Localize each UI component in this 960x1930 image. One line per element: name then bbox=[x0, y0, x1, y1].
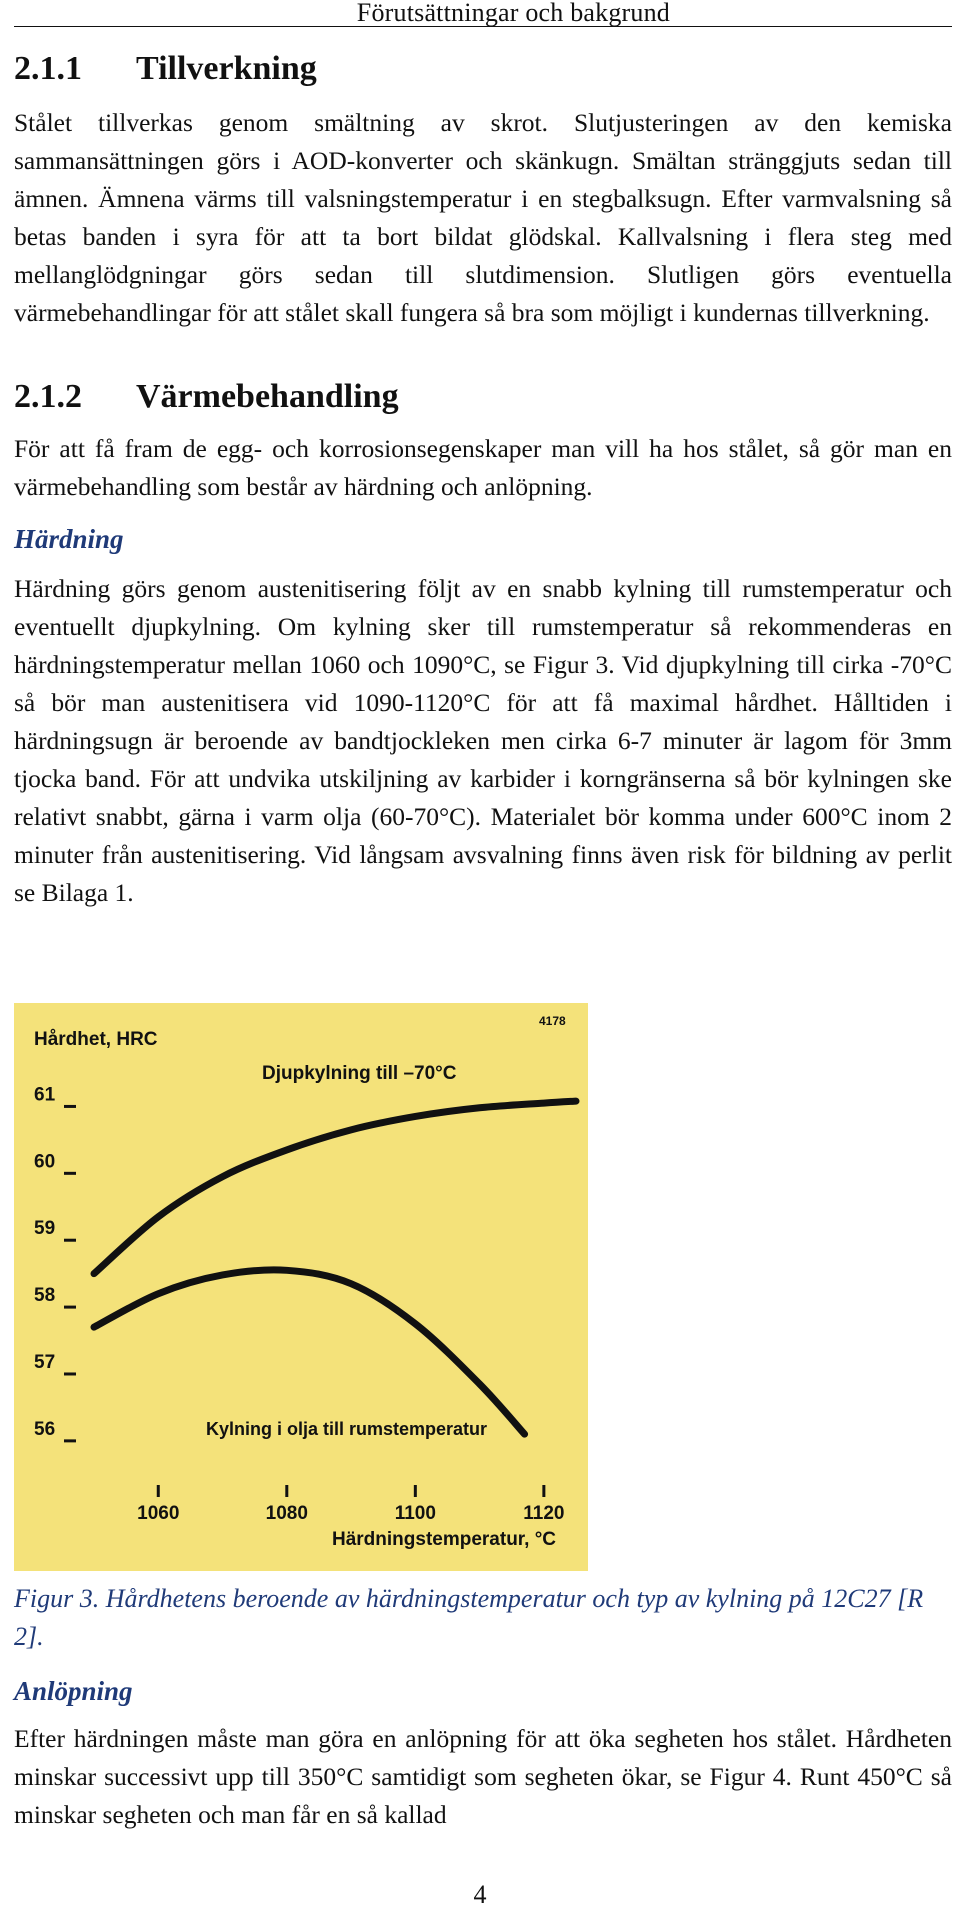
x-tick-label: 1080 bbox=[265, 1503, 308, 1524]
page-number: 4 bbox=[473, 1880, 487, 1909]
y-tick-label: 60 bbox=[34, 1151, 56, 1173]
series-label-olja: Kylning i olja till rumstemperatur bbox=[206, 1419, 488, 1439]
running-header bbox=[14, 0, 952, 27]
section-heading-varmebehandling bbox=[14, 378, 399, 416]
y-tick-label: 57 bbox=[34, 1351, 56, 1373]
paragraph-tillverkning: Stålet tillverkas genom smältning av skrot. Slutjusteringen av den kemiska sammansättningen görs i AOD-konverter och skänkugn. Smältan stränggjuts sedan till ämnen. Ämnena värms till valsningstemperatur i en stegbalksugn. Efter varmvalsning så betas banden i syra för att ta bort bildat glödskal. Kallvalsning i flera steg med mellanglödgningar görs sedan till slutdimension. Slutligen görs eventuella värmebehandlingar för att stålet skall fungera så bra som möjligt i kundernas tillverkning. bbox=[14, 108, 952, 327]
section-title: Tillverkning bbox=[136, 50, 317, 87]
paragraph-varmebehandling: För att få fram de egg- och korrosionsegenskaper man vill ha hos stålet, så gör man en värmebehandling som består av härdning och anlöpning. bbox=[14, 434, 952, 501]
x-tick-label: 1120 bbox=[523, 1503, 565, 1524]
y-tick-label: 61 bbox=[34, 1084, 56, 1106]
y-tick-label: 59 bbox=[34, 1218, 56, 1240]
y-tick-label: 56 bbox=[34, 1418, 56, 1440]
x-tick-label: 1060 bbox=[137, 1503, 180, 1524]
x-tick-label: 1100 bbox=[394, 1503, 436, 1524]
running-title: Förutsättningar och bakgrund bbox=[356, 0, 670, 27]
section-heading-tillverkning bbox=[14, 50, 317, 88]
chart-figure-id: 4178 bbox=[539, 1014, 566, 1028]
y-axis-label: Hårdhet, HRC bbox=[34, 1029, 158, 1050]
section-title: Värmebehandling bbox=[136, 378, 399, 415]
y-tick-label: 58 bbox=[34, 1285, 56, 1307]
paragraph-anlopning: Efter härdningen måste man göra en anlöpning för att öka segheten hos stålet. Hårdheten minskar successivt upp till 350°C samtidigt som segheten ökar, se Figur 4. Runt 450°C så minskar segheten och man får en så kallad bbox=[14, 1724, 952, 1829]
figure-caption: Figur 3. Hårdhetens beroende av härdningstemperatur och typ av kylning på 12C27 [R 2]. bbox=[14, 1584, 924, 1651]
hardness-chart bbox=[14, 1003, 588, 1571]
paragraph-hardning: Härdning görs genom austenitisering följt av en snabb kylning till rumstemperatur och eventuellt djupkylning. Om kylning sker till rumstemperatur så rekommenderas en härdningstemperatur mellan 1060 och 1090°C, se Figur 3. Vid djupkylning till cirka -70°C så bör man austenitisera vid 1090-1120°C för att få maximal hårdhet. Hålltiden i härdningsugn är beroende av bandtjockleken men cirka 6-7 minuter är lagom för 3mm tjocka band. För att undvika utskiljning av karbider i korngränserna så bör kylningen ske relativt snabbt, gärna i varm olja (60-70°C). Materialet bör komma under 600°C inom 2 minuter från austenitisering. Vid långsam avsvalning finns även risk för bildning av perlit se Bilaga 1. bbox=[14, 574, 952, 907]
section-number: 2.1.1 bbox=[14, 50, 82, 87]
series-label-djupkylning: Djupkylning till –70°C bbox=[262, 1063, 457, 1084]
subsection-heading-hardning: Härdning bbox=[14, 524, 124, 554]
x-axis-label: Härdningstemperatur, °C bbox=[332, 1529, 557, 1550]
section-number: 2.1.2 bbox=[14, 378, 82, 415]
chart-background bbox=[14, 1003, 588, 1571]
figure-hardness-chart bbox=[14, 1003, 588, 1571]
subsection-heading-anlopning: Anlöpning bbox=[14, 1676, 133, 1706]
